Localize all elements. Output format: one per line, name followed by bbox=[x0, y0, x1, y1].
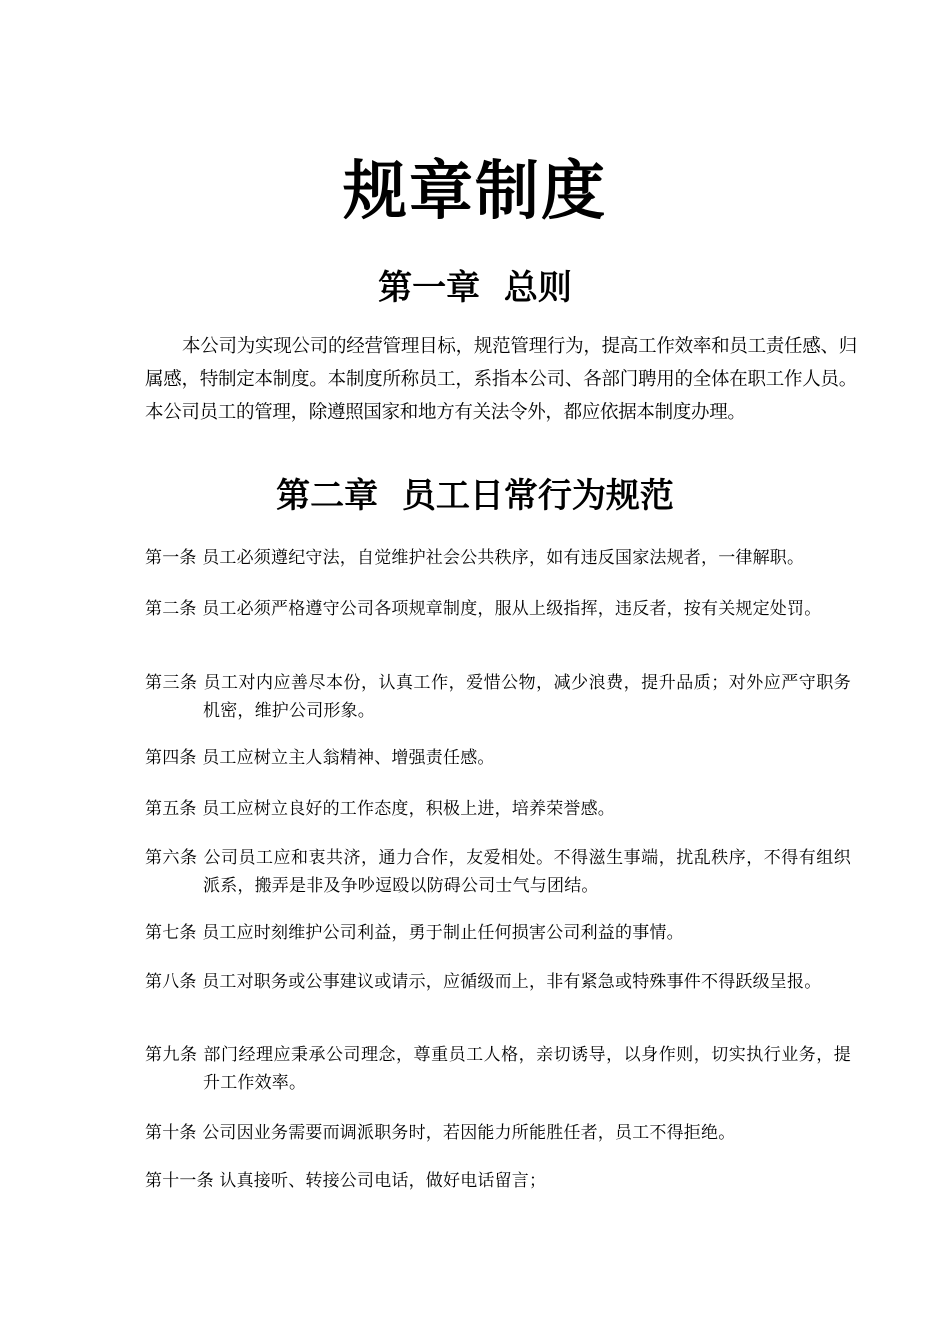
article-8: 第八条 员工对职务或公事建议或请示，应循级而上，非有紧急或特殊事件不得跃级呈报。 bbox=[145, 972, 822, 992]
paragraph-lead: 本公司 bbox=[182, 336, 237, 357]
article-1: 第一条 员工必须遵纪守法，自觉维护社会公共秩序，如有违反国家法规者，一律解职。 bbox=[145, 548, 805, 568]
article-3: 第三条 员工对内应善尽本份，认真工作，爱惜公物，减少浪费，提升品质；对外应严守职务机密，维护公司形象。 bbox=[145, 673, 851, 721]
article-7: 第七条 员工应时刻维护公司利益，勇于制止任何损害公司利益的事情。 bbox=[145, 923, 684, 943]
chapter-1-title: 第一章 总则 bbox=[378, 268, 572, 308]
paragraph-body: 为实现公司的经营管理目标，规范管理行为，提高工作效率和员工责任感、归属感，特制定本制度。本制度所称员工，系指本公司、各部门聘用的全体在职工作人员。本公司员工的管理，除遵照国家和地方有关法令外，都应依据本制度办理。 bbox=[145, 336, 857, 423]
chapter-2-title: 第二章 员工日常行为规范 bbox=[276, 476, 674, 516]
article-10: 第十条 公司因业务需要而调派职务时，若因能力所能胜任者，员工不得拒绝。 bbox=[145, 1123, 736, 1143]
chapter-1-paragraph bbox=[145, 330, 857, 429]
article-11: 第十一条 认真接听、转接公司电话，做好电话留言； bbox=[145, 1171, 547, 1191]
article-6: 第六条 公司员工应和衷共济，通力合作，友爱相处。不得滋生事端，扰乱秩序，不得有组织派系，搬弄是非及争吵逗殴以防碍公司士气与团结。 bbox=[145, 848, 851, 896]
document-title: 规章制度 bbox=[343, 155, 607, 229]
article-5: 第五条 员工应树立良好的工作态度，积极上进，培养荣誉感。 bbox=[145, 799, 616, 819]
article-2: 第二条 员工必须严格遵守公司各项规章制度，服从上级指挥，违反者，按有关规定处罚。 bbox=[145, 599, 822, 619]
article-9: 第九条 部门经理应秉承公司理念，尊重员工人格，亲切诱导，以身作则，切实执行业务，提升工作效率。 bbox=[145, 1045, 851, 1093]
article-4: 第四条 员工应树立主人翁精神、增强责任感。 bbox=[145, 748, 495, 768]
